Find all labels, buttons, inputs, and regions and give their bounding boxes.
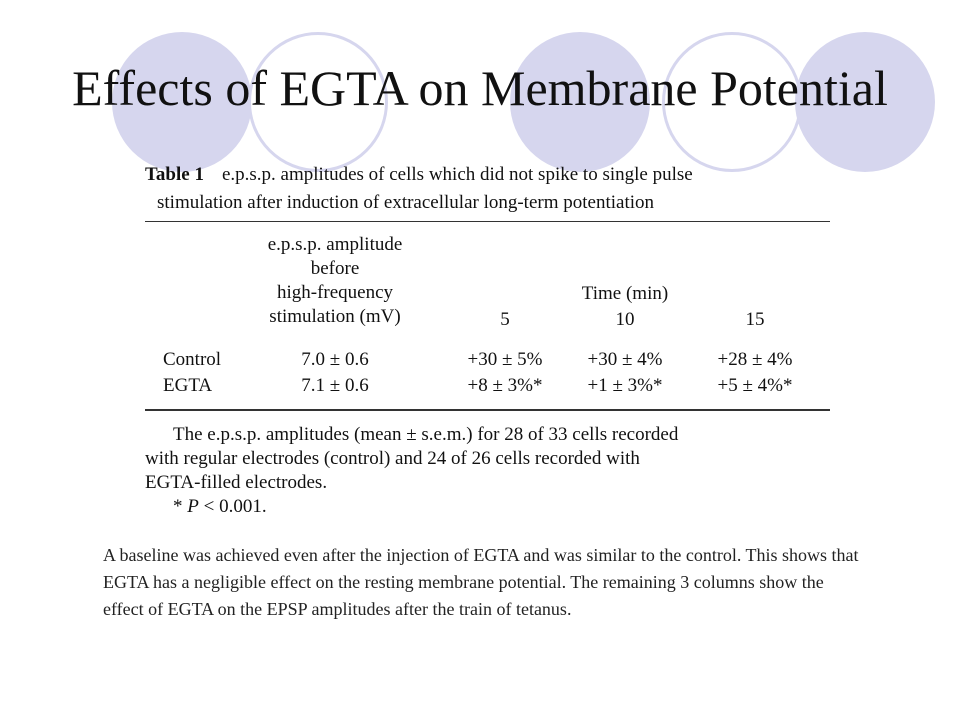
table-bottom-rule	[145, 409, 830, 411]
cell-control-before: 7.0 ± 0.6	[301, 349, 369, 370]
header-time-10: 10	[615, 309, 635, 330]
cell-egta-10: +1 ± 3%*	[587, 375, 663, 396]
footnote-line-1: The e.p.s.p. amplitudes (mean ± s.e.m.) for 28 of 33 cells recorded	[173, 424, 679, 445]
cell-control-10: +30 ± 4%	[587, 349, 663, 370]
caption-line-1: e.p.s.p. amplitudes of cells which did not spike to single pulse	[221, 164, 693, 185]
header-time: Time (min)	[581, 283, 669, 304]
header-before-line-1: e.p.s.p. amplitude	[267, 234, 403, 255]
table-caption	[145, 161, 830, 217]
header-time-5: 5	[500, 309, 510, 330]
caption-line-2: stimulation after induction of extracellular long-term potentiation	[157, 192, 655, 213]
slide-title: Effects of EGTA on Membrane Potential	[72, 60, 888, 116]
header-before-line-3: high-frequency	[276, 282, 394, 303]
footnote-p-value: < 0.001.	[203, 496, 267, 517]
table-top-rule	[145, 221, 830, 222]
header-before-column	[235, 233, 435, 329]
footnote-significance	[145, 495, 830, 519]
footnote-line-2: with regular electrodes (control) and 24 of 26 cells recorded with	[145, 448, 640, 469]
row-label-control: Control	[163, 349, 222, 370]
header-before-line-4: stimulation (mV)	[269, 306, 401, 327]
header-time-15: 15	[745, 309, 765, 330]
cell-control-5: +30 ± 5%	[467, 349, 543, 370]
cell-egta-15: +5 ± 4%*	[717, 375, 793, 396]
table-footnote	[145, 423, 830, 519]
cell-egta-before: 7.1 ± 0.6	[301, 375, 369, 396]
table-figure	[145, 155, 830, 520]
row-label-egta: EGTA	[163, 375, 213, 396]
footnote-line-3: EGTA-filled electrodes.	[145, 472, 328, 493]
explanation-text: A baseline was achieved even after the injection of EGTA and was similar to the control. This shows that EGTA has a negligible effect on the resting membrane potential. The remaining 3 columns show the effect of EGTA on the EPSP amplitudes after the train of tetanus.	[103, 545, 859, 619]
header-before-line-2: before	[310, 258, 360, 279]
table-label: Table 1	[145, 164, 204, 185]
footnote-p-symbol: P	[187, 496, 199, 517]
footnote-star: *	[173, 496, 183, 517]
cell-control-15: +28 ± 4%	[717, 349, 793, 370]
cell-egta-5: +8 ± 3%*	[467, 375, 543, 396]
